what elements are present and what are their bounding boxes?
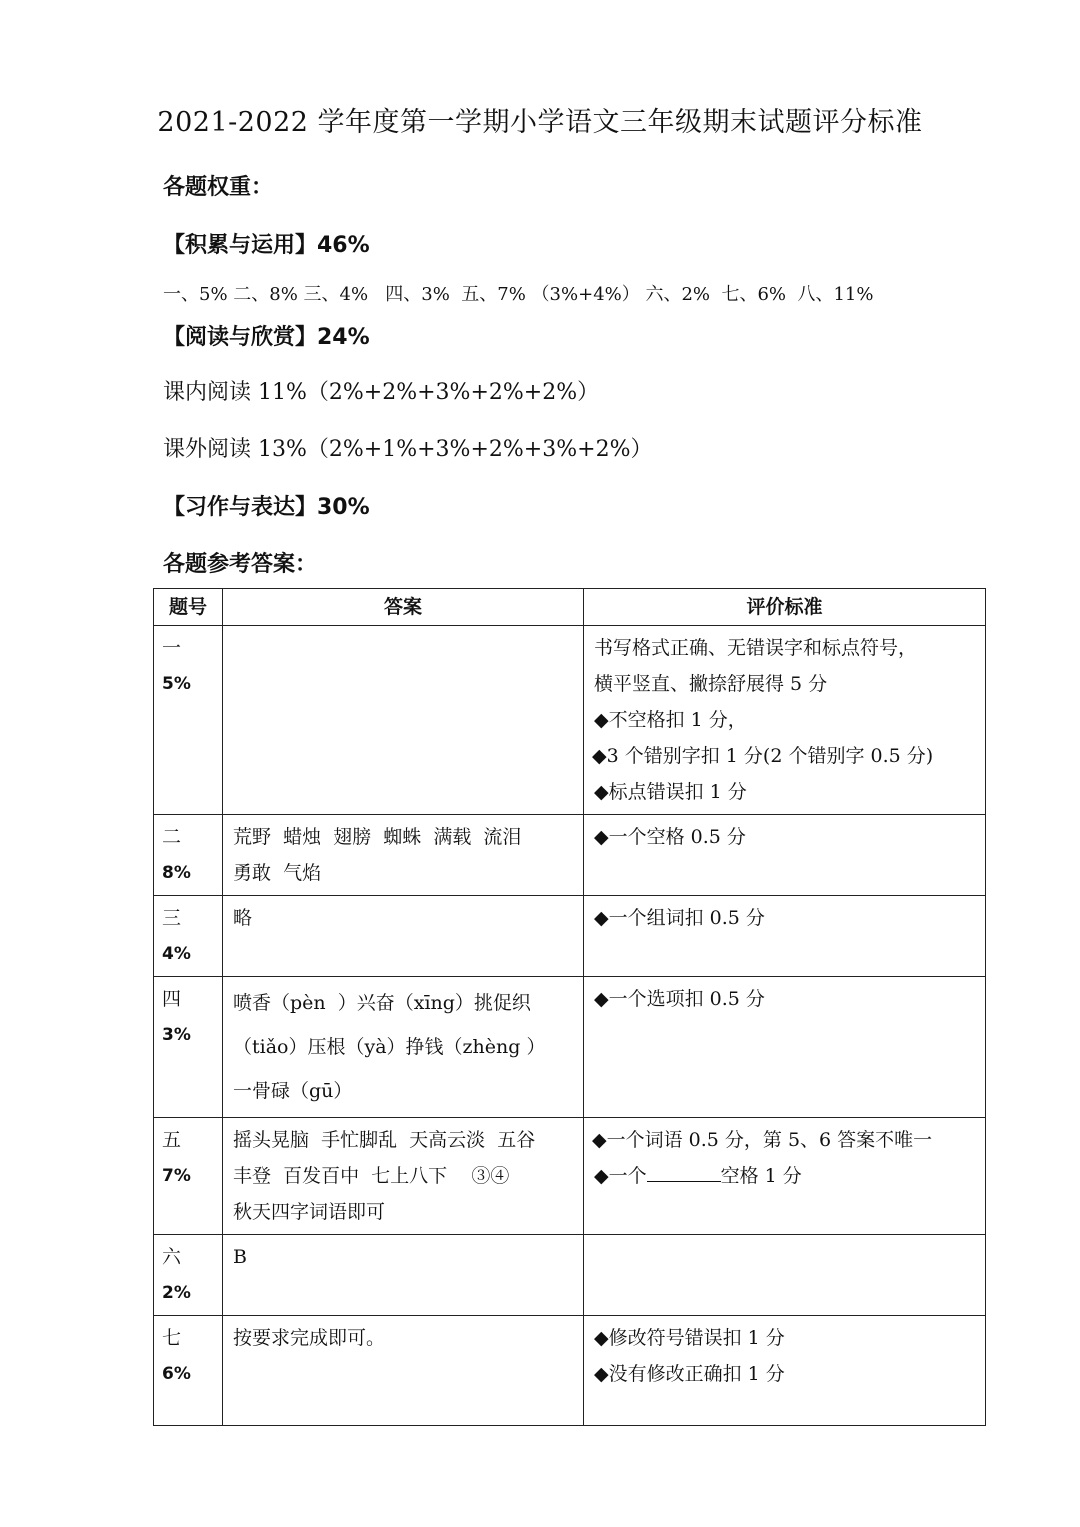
criteria-line: ◆一个词语 0.5 分，第 5、6 答案不唯一 — [592, 1129, 933, 1151]
answer-line: 喷香（pèn ）兴奋（xīng）挑促织 — [233, 992, 531, 1014]
row-number: 六 — [162, 1246, 182, 1268]
criteria-line: ◆不空格扣 1 分， — [594, 709, 747, 731]
table-header-row — [154, 589, 986, 626]
fill-blank — [647, 1163, 721, 1182]
criteria-cell — [584, 626, 986, 815]
row-number: 一 — [162, 637, 182, 659]
criteria-line — [594, 1158, 975, 1194]
answer-cell — [223, 977, 584, 1118]
criteria-cell — [584, 815, 986, 896]
criteria-cell — [584, 1316, 986, 1426]
criteria-cell — [584, 1235, 986, 1316]
table-row — [154, 977, 986, 1118]
table-row — [154, 626, 986, 815]
row-number: 三 — [162, 907, 182, 929]
answer-cell — [223, 815, 584, 896]
answer-cell — [223, 626, 584, 815]
answer-table — [153, 588, 986, 1426]
row-number: 五 — [162, 1129, 182, 1151]
criteria-line: ◆一个组词扣 0.5 分 — [594, 907, 765, 929]
table-row — [154, 1235, 986, 1316]
criteria-text: 空格 1 分 — [720, 1165, 802, 1187]
criteria-line: ◆修改符号错误扣 1 分 — [594, 1327, 785, 1349]
answer-line: 丰登 百发百中 七上八下 ③④ — [233, 1165, 510, 1187]
row-weight: 6% — [162, 1364, 191, 1384]
table-row — [154, 815, 986, 896]
criteria-cell — [584, 977, 986, 1118]
weights-heading: 各题权重： — [163, 175, 274, 200]
table-row — [154, 1316, 986, 1426]
answer-line: 荒野 蜡烛 翅膀 蜘蛛 满载 流泪 — [233, 826, 522, 848]
section-accumulation-weights: 一、5% 二、8% 三、4% 四、3% 五、7% （3%+4%） 六、2% 七、6% 八、11% — [163, 284, 874, 305]
section-accumulation-heading: 【积累与运用】46% — [163, 233, 370, 258]
row-number: 七 — [162, 1327, 182, 1349]
criteria-text: ◆一个 — [594, 1165, 647, 1187]
answers-heading: 各题参考答案： — [163, 552, 318, 577]
header-criteria: 评价标准 — [584, 589, 986, 626]
criteria-line: ◆3 个错别字扣 1 分(2 个错别字 0.5 分) — [592, 745, 934, 767]
criteria-line: 书写格式正确、无错误字和标点符号， — [594, 637, 918, 659]
row-weight: 8% — [162, 863, 191, 883]
header-answer: 答案 — [223, 589, 584, 626]
row-number: 二 — [162, 826, 182, 848]
answer-line: 摇头晃脑 手忙脚乱 天高云淡 五谷 — [233, 1129, 536, 1151]
answer-line: 秋天四字词语即可 — [233, 1201, 386, 1223]
answer-line: 略 — [233, 907, 253, 929]
row-weight: 3% — [162, 1025, 191, 1045]
answer-cell — [223, 896, 584, 977]
table-row — [154, 896, 986, 977]
criteria-line: ◆没有修改正确扣 1 分 — [594, 1363, 785, 1385]
row-weight: 4% — [162, 944, 191, 964]
criteria-line: ◆一个空格 0.5 分 — [594, 826, 746, 848]
reading-in-class-weights: 课内阅读 11%（2%+2%+3%+2%+2%） — [163, 380, 600, 405]
answer-cell — [223, 1316, 584, 1426]
row-number: 四 — [162, 988, 182, 1010]
answer-cell — [223, 1118, 584, 1235]
answer-line: 按要求完成即可。 — [233, 1327, 386, 1349]
answer-line: 勇敢 气焰 — [233, 862, 322, 884]
criteria-line: ◆标点错误扣 1 分 — [594, 781, 747, 803]
criteria-cell — [584, 896, 986, 977]
document-title: 2021-2022 学年度第一学期小学语文三年级期末试题评分标准 — [157, 107, 923, 138]
answer-line: B — [233, 1246, 247, 1268]
row-weight: 7% — [162, 1166, 191, 1186]
answer-line: （tiǎo）压根（yà）挣钱（zhèng ） — [233, 1036, 546, 1058]
table-row — [154, 1118, 986, 1235]
criteria-line: ◆一个选项扣 0.5 分 — [594, 988, 765, 1010]
row-weight: 2% — [162, 1283, 191, 1303]
answer-cell — [223, 1235, 584, 1316]
section-reading-heading: 【阅读与欣赏】24% — [163, 325, 370, 350]
criteria-cell — [584, 1118, 986, 1235]
section-writing-heading: 【习作与表达】30% — [163, 495, 370, 520]
row-weight: 5% — [162, 674, 191, 694]
answer-line: 一骨碌（gū） — [233, 1080, 353, 1102]
reading-extra-weights: 课外阅读 13%（2%+1%+3%+2%+3%+2%） — [163, 437, 653, 462]
criteria-line: 横平竖直、撇捺舒展得 5 分 — [594, 673, 828, 695]
header-number: 题号 — [154, 589, 223, 626]
